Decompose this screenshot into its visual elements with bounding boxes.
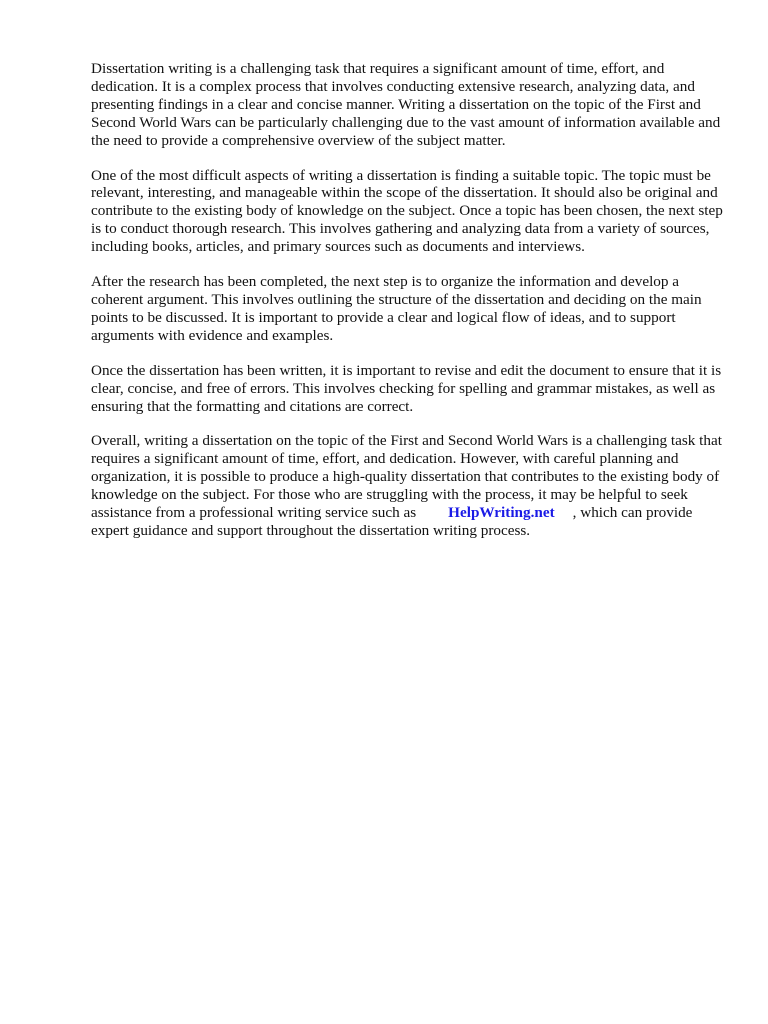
paragraph-revision: Once the dissertation has been written, it is important to revise and edit the document to ensure that it is clear, concise, and free of errors. This involves checking for spelling and grammar mistakes, as well as ensuring that the formatting and citations are correct. bbox=[91, 361, 722, 415]
paragraph-intro: Dissertation writing is a challenging task that requires a significant amount of time, effort, and dedication. It is a complex process that involves conducting extensive research, analyzing data, and presenting findings in a clear and concise manner. Writing a dissertation on the topic of the First and Second World Wars can be particularly challenging due to the vast amount of information available and the need to provide a comprehensive overview of the subject matter. bbox=[91, 60, 721, 149]
paragraph-organization: After the research has been completed, the next step is to organize the information and develop a coherent argument. This involves outlining the structure of the dissertation and deciding on the main points to be discussed. It is important to provide a clear and logical flow of ideas, and to support arguments with evidence and examples. bbox=[91, 273, 702, 344]
conclusion-text-after-link: , which can provide expert guidance and support throughout the dissertation writing process. bbox=[91, 504, 693, 539]
conclusion-text-before-link: Overall, writing a dissertation on the topic of the First and Second World Wars is a challenging task that requires a significant amount of time, effort, and dedication. However, with careful planning and organization, it is possible to produce a high-quality dissertation that contributes to the existing body of knowledge on the subject. For those who are struggling with the process, it may be helpful to seek assistance from a professional writing service such as bbox=[91, 432, 722, 522]
document-body bbox=[91, 60, 731, 557]
helpwriting-link[interactable]: HelpWriting.net bbox=[448, 504, 555, 522]
paragraph-conclusion bbox=[91, 432, 731, 539]
paragraph-topic: One of the most difficult aspects of writing a dissertation is finding a suitable topic. The topic must be relevant, interesting, and manageable within the scope of the dissertation. It should also be original and contribute to the existing body of knowledge on the subject. Once a topic has been chosen, the next step is to conduct thorough research. This involves gathering and analyzing data from a variety of sources, including books, articles, and primary sources such as documents and interviews. bbox=[91, 166, 723, 256]
